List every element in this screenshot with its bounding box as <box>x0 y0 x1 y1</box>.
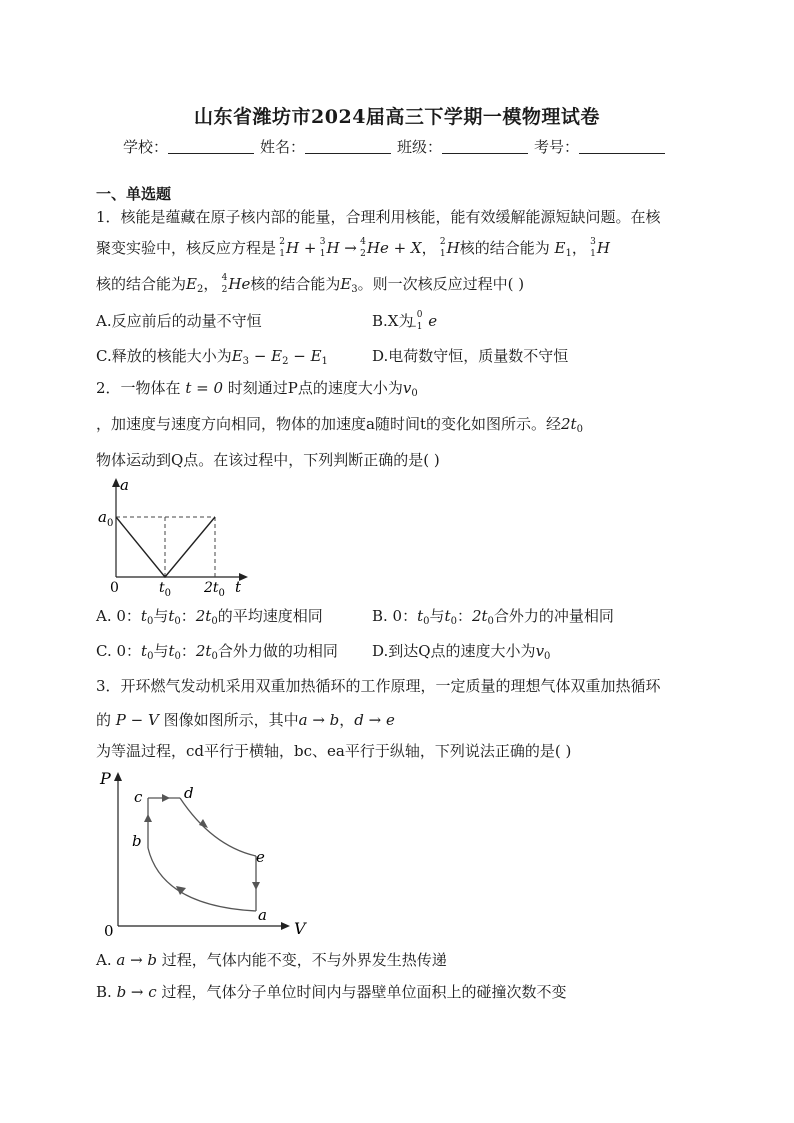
point-d-label: d <box>184 784 194 802</box>
id-label: 考号： <box>534 138 580 156</box>
q2-option-b[interactable]: B. 0：$t_0$与$t_0$：$2t_0$合外力的冲量相同 <box>372 607 614 627</box>
t0-label: $t_0$ <box>159 580 172 596</box>
origin-label: 0 <box>104 922 114 940</box>
student-info-line <box>0 136 794 157</box>
class-blank[interactable] <box>442 139 528 154</box>
q1-line3: 核的结合能为$E_2$， 4 2 He核的结合能为$E_3$。则一次核反应过程中( ) <box>96 273 525 295</box>
bc-arrow-icon <box>144 814 152 822</box>
q3-option-a[interactable]: A. a → b 过程，气体内能不变，不与外界发生热传递 <box>96 951 447 969</box>
name-blank[interactable] <box>305 139 391 154</box>
q3-line2: 的 P − V 图像如图所示，其中a → b，d → e <box>96 711 395 729</box>
point-b-label: b <box>132 832 142 850</box>
q2-line1: 2．一物体在 t = 0 时刻通过P点的速度大小为$v_0$ <box>96 379 418 399</box>
ea-arrow-icon <box>252 882 260 890</box>
q1-option-c[interactable]: C.释放的核能大小为$E_3 - E_2 - E_1$ <box>96 347 328 367</box>
page-title: 山东省潍坊市2024届高三下学期一模物理试卷 <box>194 106 600 128</box>
ab-curve <box>148 848 256 911</box>
p-axis-label: P <box>100 769 111 788</box>
v-axis-arrow-icon <box>281 922 290 930</box>
id-blank[interactable] <box>579 139 665 154</box>
q2-option-c[interactable]: C. 0：$t_0$与$t_0$：$2t_0$合外力做的功相同 <box>96 642 338 662</box>
point-c-label: c <box>134 788 143 806</box>
q1-line1: 1．核能是蕴藏在原子核内部的能量，合理利用核能，能有效缓解能源短缺问题。在核 <box>96 208 661 226</box>
q3-line3: 为等温过程，cd平行于横轴，bc、ea平行于纵轴，下列说法正确的是( ) <box>96 742 572 760</box>
q3-pv-graph <box>92 764 314 940</box>
q1-option-a[interactable]: A.反应前后的动量不守恒 <box>96 312 262 330</box>
q1-line2: 聚变实验中，核反应方程是 2 1 H + 3 1 H → 4 2 He + X， 2 1 H核的结合能为 $E_1$， 3 1 H <box>96 237 610 259</box>
q3-line1: 3．开环燃气发动机采用双重加热循环的工作原理，一定质量的理想气体双重加热循环 <box>96 677 661 695</box>
2t0-label: $2t_0$ <box>204 580 225 596</box>
q2-acceleration-graph <box>92 474 262 596</box>
school-label: 学校： <box>122 138 168 156</box>
a-axis-label: a <box>120 476 129 494</box>
a-axis-arrow-icon <box>112 478 120 487</box>
name-label: 姓名： <box>259 138 305 156</box>
section-heading: 一、单选题 <box>96 185 172 203</box>
v-axis-label: V <box>294 919 306 938</box>
q1-option-d[interactable]: D.电荷数守恒，质量数不守恒 <box>372 347 569 365</box>
school-blank[interactable] <box>168 139 254 154</box>
point-e-label: e <box>256 848 265 866</box>
t-axis-label: t <box>235 578 242 596</box>
class-label: 班级： <box>397 138 443 156</box>
q3-option-b[interactable]: B. b → c 过程，气体分子单位时间内与器壁单位面积上的碰撞次数不变 <box>96 983 567 1001</box>
a0-label: $a_0$ <box>98 508 114 529</box>
q1-option-b[interactable]: B.X为 0 −1 e <box>372 310 438 332</box>
de-curve <box>180 798 256 856</box>
origin-label: 0 <box>110 580 119 596</box>
p-axis-arrow-icon <box>114 772 122 781</box>
q2-option-d[interactable]: D.到达Q点的速度大小为$v_0$ <box>372 642 551 662</box>
point-a-label: a <box>258 906 267 924</box>
q2-line3: 物体运动到Q点。在该过程中，下列判断正确的是( ) <box>96 451 440 469</box>
cd-arrow-icon <box>162 794 170 802</box>
q2-line2: ，加速度与速度方向相同，物体的加速度a随时间t的变化如图所示。经$2t_0$ <box>96 415 583 435</box>
q2-option-a[interactable]: A. 0：$t_0$与$t_0$：$2t_0$的平均速度相同 <box>96 607 323 627</box>
